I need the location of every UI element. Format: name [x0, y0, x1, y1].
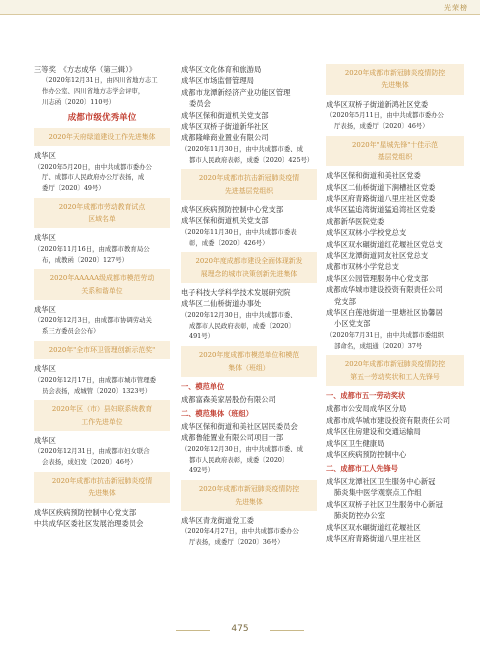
note-line: （2020年12月30日，由中共成都市委、成: [181, 444, 303, 453]
note-line: （2020年12月3日，由成都市协调劳动关: [34, 316, 152, 325]
column-1: [34, 64, 170, 529]
unit-line: 成华区双林小学校党总支: [326, 228, 407, 238]
category-band: [34, 269, 170, 300]
category-title: 2020年"全市环卫管理创新示范奖": [48, 346, 156, 355]
unit-line: 成都成华城市建设投资有限责任公司: [326, 285, 443, 295]
subsection-title: 一、成都市五一劳动奖状: [326, 391, 406, 401]
unit-line: 肺炎集中医学观察点工作组: [334, 488, 422, 498]
unit-line: 成华区保和街道机关党支部: [181, 110, 269, 120]
unit-line: 党支部: [334, 296, 356, 306]
category-title: 2020年成都市抗击新冠肺炎疫情: [198, 174, 300, 183]
unit-line: 成华区二仙桥街道下涧槽社区党委: [326, 182, 436, 192]
category-title: 2020年区（市）县妇联系统教育: [51, 405, 153, 414]
note-line: 厅表扬，成委厅〔2020〕46号）: [334, 121, 429, 130]
unit-line: 成都市成华城市建设投资有限责任公司: [326, 415, 451, 425]
note-line: （2020年11月16日，由成都市教育局公: [34, 244, 150, 253]
category-title: 2020年成都市劳动教育试点: [58, 202, 146, 211]
note-line: 会表扬，成妇发〔2020〕46号）: [42, 458, 137, 467]
category-title: 先进集体: [381, 81, 409, 90]
column-2: [181, 64, 317, 548]
note-line: （2020年5月20日，由中共成都市委办公: [34, 162, 152, 171]
unit-line: 成华区二仙桥街道办事处: [181, 299, 262, 309]
unit-line: 成华区双桥子社区卫生服务中心新冠: [326, 499, 443, 509]
category-band: [34, 341, 170, 359]
note-line: 成都市人民政府表彰，成委〔2020〕: [189, 321, 295, 330]
unit-line: 小区党支部: [334, 319, 371, 329]
note-line: 系三方委员会公布）: [42, 327, 100, 336]
unit-line: 电子科技大学科学技术发展研究院: [181, 288, 291, 298]
category-title: 2020年度成都市建设全面体现新发: [195, 257, 303, 266]
category-title: 2020年成都市新冠肺炎疫情防控: [344, 360, 446, 369]
unit-line: 成华区双桥子街道新华社区: [181, 122, 269, 132]
note-line: 员会表扬，成城管〔2020〕1323号）: [42, 386, 152, 395]
page-header-bar: [0, 0, 480, 14]
unit-line: 成华区公园管理服务中心党支部: [326, 273, 429, 283]
note-line: 委厅〔2020〕49号）: [42, 184, 105, 193]
column-3: [326, 64, 464, 544]
unit-line: 成华区双水碾街道红花堰社区: [326, 522, 421, 532]
category-title: 2020年成都市抗击新冠肺炎疫情: [51, 476, 153, 485]
unit-line: 成华区龙潭街道同友社区党总支: [326, 251, 429, 261]
unit-line: 成华区猛追湾街道猛追湾社区党委: [326, 205, 436, 215]
unit-line: 成华区青龙街道党工委: [181, 515, 254, 525]
unit-line: 成华区双桥子街道新鸿社区党委: [326, 99, 429, 109]
category-title: 2020年成都市新冠肺炎疫情防控: [198, 485, 300, 494]
note-line: （2020年12月31日，由成都市妇女联合: [34, 447, 150, 456]
category-band: [34, 472, 170, 503]
unit-line: 成都市龙潭新经济产业功能区管理: [181, 87, 291, 97]
unit-line: 委员会: [189, 99, 211, 109]
unit-line: 成华区龙潭社区卫生服务中心新冠: [326, 476, 436, 486]
note-line: （2020年11月30日，由中共成都市委、成: [181, 144, 303, 153]
note-line: （2020年7月31日，由中共成都市委组织: [326, 330, 444, 339]
category-band: [326, 136, 464, 167]
category-title: 先进集体: [88, 489, 116, 498]
unit-line: 成都隆峰商业置业有限公司: [181, 133, 269, 143]
unit-line: 成华区府青路街道八里庄社区: [326, 533, 421, 543]
note-line: 491号）: [189, 332, 214, 341]
category-band: [181, 169, 317, 200]
page-number-rule-left: [176, 630, 210, 631]
note-line: 作办公室、四川省地方志学会评审，: [42, 87, 145, 96]
unit-line: 成都鲁能置业有限公司项目一部: [181, 433, 284, 443]
unit-line: 成华区市场监督管理局: [181, 76, 254, 86]
note-line: （2020年5月11日，由中共成都市委办公: [326, 111, 444, 119]
category-title: 先进集体: [235, 497, 263, 506]
category-title: 展理念的城市决策创新先进集体: [200, 269, 298, 278]
subsection-title: 二、模范集体（班组）: [181, 408, 253, 418]
category-band: [34, 128, 170, 146]
category-title: 关系和谐单位: [81, 286, 123, 295]
category-title: 区域名单: [88, 215, 116, 224]
note-line: 布，成教函〔2020〕127号）: [42, 255, 128, 264]
note-line: 彰，成委〔2020〕426号）: [189, 238, 269, 247]
category-title: 2020年成都市新冠肺炎疫情防控: [344, 69, 446, 77]
note-line: （2020年12月30日，由中共成都市委、: [181, 310, 297, 319]
unit-line: 成华区白莲池街道一里塘社区协馨居: [326, 308, 443, 318]
category-band: [326, 64, 464, 95]
category-title: 2020年天府绿道建设工作先进集体: [48, 132, 156, 141]
unit-line: 成华区文化体育和旅游局: [181, 65, 262, 74]
unit-line: 成都市公安局成华区分局: [326, 404, 407, 414]
unit-line: 成都富森美家居股份有限公司: [181, 395, 276, 405]
section-title: 成都市级优秀单位: [67, 112, 137, 123]
section-header-label: 光荣榜: [444, 4, 468, 12]
unit-line: 成华区保和街道和美社区居民委员会: [181, 422, 298, 432]
category-title: 2020年"星城先锋"十佳示范: [352, 140, 438, 149]
category-title: 基层党组织: [377, 152, 413, 161]
unit-line: 成华区: [34, 151, 56, 161]
unit-line: 成华区: [34, 364, 56, 374]
unit-line: 成华区疾病预防控制中心党支部: [34, 507, 137, 517]
unit-line: 成华区住房建设和交通运输局: [326, 427, 421, 437]
header-divider: [0, 14, 480, 15]
unit-line: 成都市双林小学党总支: [326, 262, 399, 272]
unit-line: 成华区卫生健康局: [326, 438, 385, 448]
unit-line: 肺炎防控办公室: [334, 511, 386, 521]
unit-line: 成华区保和街道机关党支部: [181, 216, 269, 226]
subsection-title: 一、模范单位: [181, 381, 225, 391]
unit-line: 成华区疾病预防控制中心党支部: [181, 205, 284, 215]
unit-line: 成华区保和街道和美社区党委: [326, 171, 421, 181]
category-band: [34, 198, 170, 229]
unit-line: 成华区府青路街道八里庄社区党委: [326, 194, 436, 203]
note-line: 厅、成都市人民政府办公厅表扬，成: [42, 173, 145, 182]
note-line: （2020年12月31日，由四川省地方志工: [42, 76, 158, 85]
category-title: 第五一劳动奖状和工人先锋号: [350, 372, 440, 381]
unit-line: 成华区: [34, 305, 56, 315]
category-band: [326, 355, 464, 386]
note-line: （2020年12月17日，由成都市城市管理委: [34, 375, 156, 384]
unit-line: 成华区: [34, 435, 56, 445]
note-line: 厅表扬，成委厅〔2020〕36号）: [189, 538, 284, 547]
unit-line: 中共成华区委社区发展治理委员会: [34, 518, 144, 528]
category-title: 2020年AAAAA级成都市模范劳动: [49, 274, 155, 283]
category-title: 工作先进单位: [81, 417, 123, 426]
category-band: [181, 480, 317, 511]
page-number-rule-right: [270, 630, 304, 631]
unit-line: 成华区双水碾街道红花堰社区党总支: [326, 239, 443, 249]
note-line: 部命名，成组通〔2020〕37号: [334, 341, 423, 350]
unit-line: 成华区疾病预防控制中心: [326, 450, 407, 460]
page-number: 475: [231, 624, 249, 634]
note-line: 都市人民政府表彰，成委〔2020〕: [189, 455, 289, 464]
award-line: 三等奖 《方志成华（第三辑）》: [34, 65, 137, 74]
unit-line: 成华区: [34, 233, 56, 243]
note-line: 川志函〔2020〕110号）: [42, 98, 116, 106]
note-line: 都市人民政府表彰，成委〔2020〕425号）: [189, 155, 314, 164]
category-title: 先进基层党组织: [224, 186, 274, 195]
category-title: 集体（班组）: [228, 363, 270, 372]
note-line: （2020年4月27日，由中共成都市委办公: [181, 527, 299, 536]
note-line: （2020年11月30日，由中共成都市委表: [181, 227, 297, 236]
subsection-title: 二、成都市工人先锋号: [326, 463, 398, 473]
category-title: 2020年度成都市模范单位和模范: [198, 351, 300, 360]
category-band: [181, 346, 317, 377]
category-band: [181, 252, 317, 283]
category-band: [34, 400, 170, 431]
note-line: 492号）: [189, 466, 214, 475]
unit-line: 成都新华医院党委: [326, 216, 385, 226]
